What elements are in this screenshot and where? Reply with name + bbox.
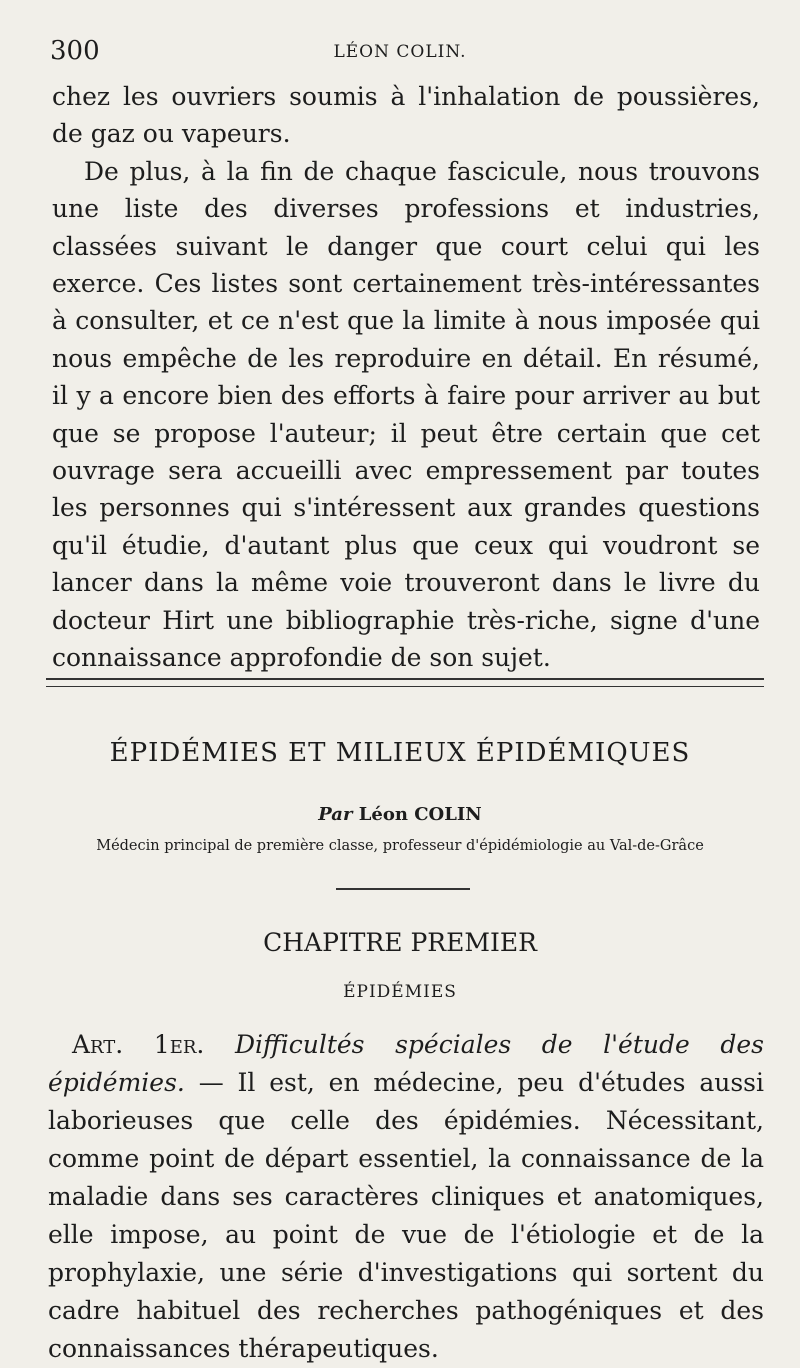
byline [40,804,760,825]
divider-rule [46,678,764,680]
short-divider [336,888,470,890]
running-head: LÉON COLIN. [333,42,467,62]
divider-rule [46,686,764,687]
page-number: 300 [50,36,100,66]
article-text: Il est, en médecine, peu d'études aussi laborieuses que celle des épidémies. Nécessitant, comme point de départ essentiel, la connaissance de la maladie dans ses caractères cliniques et anatomiques, elle impose, au point de vue de l'étiologie et de la prophylaxie, une série d'investigations qui sortent du cadre habituel des recherches pathogéniques et des connaissances thérapeutiques. [48,1068,764,1363]
paragraph: De plus, à la fin de chaque fascicule, nous trouvons une liste des diverses professions et industries, classées suivant le danger que court celui qui les exerce. Ces listes sont certainement très-intéressantes à consulter, et ce n'est que la limite à nous imposée qui nous empêche de les reproduire en détail. En résumé, il y a encore bien des efforts à faire pour arriver au but que se propose l'auteur; il peut être certain que cet ouvrage sera accueilli avec empressement par toutes les personnes qui s'intéressent aux grandes questions qu'il étudie, d'autant plus que ceux qui voudront se lancer dans la même voie trouveront dans le livre du docteur Hirt une bibliographie très-riche, signe d'une connaissance approfondie de son sujet. [52,156,760,673]
paragraph: chez les ouvriers soumis à l'inhalation de poussières, de gaz ou vapeurs. [52,82,760,149]
chapter-title: CHAPITRE PREMIER [263,928,537,957]
author-name: Léon COLIN [358,804,482,825]
article-number: Art. 1er. [72,1030,205,1059]
paragraph [48,1026,764,1368]
heading-dash: — [198,1068,224,1097]
article-heading: Difficultés spéciales de l'étude des épidémies. [48,1030,764,1097]
section-title: ÉPIDÉMIES [343,982,457,1002]
author-affiliation: Médecin principal de première classe, professeur d'épidémiologie au Val-de-Grâce [96,838,704,854]
page-header [40,36,760,66]
article-title: ÉPIDÉMIES ET MILIEUX ÉPIDÉMIQUES [109,738,691,768]
review-text [52,78,760,677]
article-body [48,1026,764,1368]
byline-prefix: Par [318,804,353,825]
